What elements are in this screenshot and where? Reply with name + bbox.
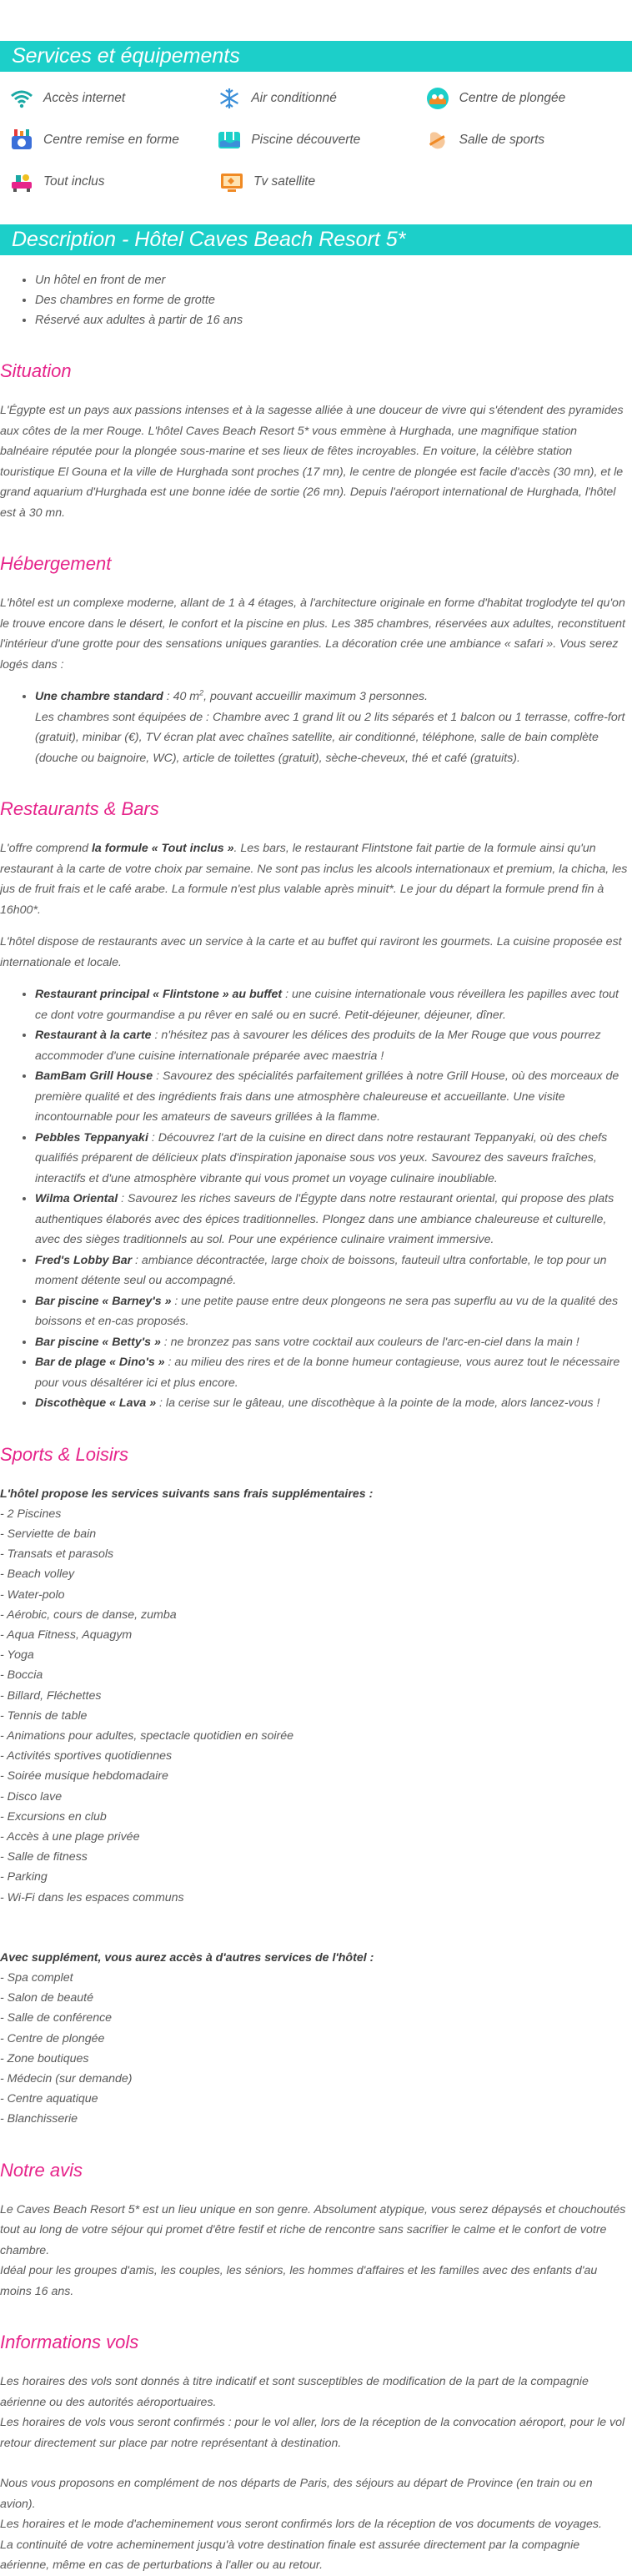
vols-section	[0, 2332, 632, 2576]
wifi-icon	[8, 85, 35, 112]
list-item: • Pebbles Teppanyaki : Découvrez l'art de la cuisine en direct dans notre restaurant Teppanyaki, où des chefs qualifiés préparent de délicieux plats d'inspiration japonaise sous vos yeux. Savourez des saveurs fraîches, interactifs et d'une atmosphère vibrante qui vous promet un voyage culinaire inoubliable.	[35, 1128, 629, 1190]
hebergement-section	[0, 553, 632, 768]
list-item: • Des chambres en forme de grotte	[35, 290, 632, 310]
service-tv: Tv satellite	[218, 169, 429, 195]
vols-title: Informations vols	[0, 2332, 139, 2353]
avis-section	[0, 2160, 632, 2302]
avis-text-1: Le Caves Beach Resort 5* est un lieu unique en son genre. Absolument atypique, vous serez dépaysés et chouchoutés tout au long de votre séjour qui promet d'être festif et riche de rencontre sans sacrifier le calme et le confort de votre chambre.	[0, 2202, 626, 2257]
list-item: - Beach volley	[0, 1567, 75, 1582]
restaurants-intro2: L'hôtel dispose de restaurants avec un service à la carte et au buffet qui raviront les gourmets. La cuisine proposée est internationale et locale.	[0, 935, 622, 969]
service-diving: Centre de plongée	[424, 85, 632, 112]
list-item: - Animations pour adultes, spectacle quotidien en soirée	[0, 1728, 294, 1743]
vols-p3: Nous vous proposons en complément de nos départs de Paris, des séjours au départ de Province (en train ou en avion).	[0, 2477, 593, 2511]
list-item: - Disco lave	[0, 1789, 63, 1804]
list-item: - Water-polo	[0, 1587, 65, 1602]
list-item: • Wilma Oriental : Savourez les riches saveurs de l'Égypte dans notre restaurant oriental, qui propose des plats authentiques élaborés avec des épices traditionnelles. Plongez dans une ambiance chaleureuse et culturelle, avec des sièges traditionnels au sol. Pour une expérience culinaire vraiment immersive.	[35, 1189, 629, 1250]
page	[0, 41, 632, 2573]
service-fitness: Centre remise en forme	[8, 127, 216, 153]
list-item: - Blanchisserie	[0, 2112, 78, 2126]
list-item: - Parking	[0, 1870, 48, 1884]
list-item: - Soirée musique hebdomadaire	[0, 1769, 168, 1784]
list-item: - Tennis de table	[0, 1708, 88, 1723]
avis-text-2: Idéal pour les groupes d'amis, les couples, les séniors, les hommes d'affaires et les familles avec des enfants d'au moins 16 ans.	[0, 2264, 598, 2298]
situation-text: L'Égypte est un pays aux passions intenses et à la sagesse alliée à une douceur de vivre qui s'étendent des pyramides aux côtes de la mer Rouge. L'hôtel Caves Beach Resort 5* vous emmène à Hurghada, une magnifique station balnéaire réputée pour la plongée sous-marine et ses lieux de fêtes incroyables. En voiture, la célèbre station touristique El Gouna et la ville de Hurghada sont proches (17 mn), le centre de plongée est facile d'accès (30 mn), et le grand aquarium d'Hurghada est une bonne idée de sortie (26 mn). Depuis l'aéroport international de Hurghada, l'hôtel est à 30 mn.	[0, 404, 624, 520]
vols-p5: La continuité de votre acheminement jusqu'à votre destination finale est assurée directement par la compagnie aérienne, même en cas de perturbations à l'aller ou au retour.	[0, 2538, 580, 2573]
list-item: • Un hôtel en front de mer	[35, 270, 632, 290]
pool-icon	[216, 127, 243, 153]
room-label: Une chambre standard	[35, 690, 163, 703]
all-inclusive-icon	[8, 169, 35, 195]
list-item: • BamBam Grill House : Savourez des spécialités parfaitement grillées à notre Grill House, où des morceaux de première qualité et des ingrédients frais dans une atmosphère chaleureuse et accueillante. Une visite incontournable pour les amateurs de saveurs grillées à la flamme.	[35, 1066, 629, 1128]
dumbbell-icon	[424, 127, 451, 153]
list-item: • Bar piscine « Betty's » : ne bronzez pas sans votre cocktail aux couleurs de l'arc-en-ciel dans la main !	[35, 1332, 629, 1353]
scale-icon	[8, 127, 35, 153]
situation-section	[0, 360, 632, 523]
situation-title: Situation	[0, 360, 72, 381]
snowflake-icon	[216, 85, 243, 112]
sports-free-list: L'hôtel propose les services suivants sans frais supplémentaires : - 2 Piscines - Serviette de bain - Transats et parasols - Beach volley - Water-polo - Aérobic, cours de danse, zumba - Aqua Fitness, Aquagym - Yoga - Boccia - Billard, Fléchettes - Tennis de table - Animations pour adultes, spectacle quotidien en soirée - Activités sportives quotidiennes - Soirée musique hebdomadaire - Disco lave - Excursions en club - Accès à une plage privée - Salle de fitness - Parking - Wi-Fi dans les espaces communs	[0, 1484, 629, 1908]
list-item: - Aérobic, cours de danse, zumba	[0, 1607, 177, 1622]
diving-icon	[424, 85, 451, 112]
list-item: • Restaurant principal « Flintstone » au buffet : une cuisine internationale vous réveillera les papilles avec tout ce dont votre gourmandise a pu rêver en salé ou en sucré. Petit-déjeuner, déjeuner, dîner.	[35, 984, 629, 1025]
hebergement-title: Hébergement	[0, 553, 112, 574]
list-item: - Zone boutiques	[0, 2051, 89, 2065]
list-item: - Serviette de bain	[0, 1527, 97, 1541]
hebergement-text: L'hôtel est un complexe moderne, allant de 1 à 4 étages, à l'architecture originale en forme d'habitat troglodyte tel qu'on le trouve encore dans le désert, le confort et la piscine en plus. Les 385 chambres, réservées aux adultes, reconstituent l'intérieur d'une grotte pour des sensations uniques garanties. La décoration crée une ambiance « safari ». Vous serez logés dans :	[0, 596, 625, 672]
restaurants-title: Restaurants & Bars	[0, 798, 159, 819]
room-list	[35, 687, 629, 768]
room-equipment: Les chambres sont équipées de : Chambre avec 1 grand lit ou 2 lits séparés et 1 balcon ou 1 terrasse, coffre-fort (gratuit), minibar (€), TV écran plat avec chaînes satellite, air conditionné, téléphone, salle de bain complète (douche ou baignoire, WC), article de toilettes (gratuit), sèche-cheveux, thé et café (gratuits).	[35, 710, 625, 765]
list-item: • Une chambre standard : 40 $m^2$, pouvant accueillir maximum 3 personnes. Les chambres sont équipées de : Chambre avec 1 grand lit ou 2 lits séparés et 1 balcon ou 1 terrasse, coffre-fort (gratuit), minibar (€), TV écran plat avec chaînes satellite, air conditionné, téléphone, salle de bain complète (douche ou baignoire, WC), article de toilettes (gratuit), sèche-cheveux, thé et café (gratuits).	[35, 687, 629, 768]
description-title: Description - Hôtel Caves Beach Resort 5*	[0, 224, 632, 255]
list-item: - Salle de fitness	[0, 1850, 88, 1864]
list-item: • Bar de plage « Dino's » : au milieu des rires et de la bonne humeur contagieuse, vous aurez tout le nécessaire pour vous désaltérer ici et plus encore.	[35, 1352, 629, 1393]
services-grid	[0, 78, 632, 203]
list-item: - Accès à une plage privée	[0, 1829, 140, 1844]
description-bullets	[35, 270, 632, 330]
list-item: - Centre de plongée	[0, 2031, 105, 2045]
list-item: - Aqua Fitness, Aquagym	[0, 1628, 133, 1642]
list-item: - Boccia	[0, 1668, 43, 1683]
list-item: - Yoga	[0, 1648, 34, 1663]
service-gym: Salle de sports	[424, 127, 632, 153]
restaurants-intro: L'offre comprend la formule « Tout inclus ». Les bars, le restaurant Flintstone fait partie de la formule ainsi qu'un restaurant à la carte de votre choix par semaine. Ne sont pas inclus les alcools internationaux et premium, la chicha, les jus de fruit frais et le café arabe. La formule n'est plus valable après minuit*. Le jour du départ la formule prend fin à 16h00*.	[0, 842, 628, 917]
sports-paid-list: Avec supplément, vous aurez accès à d'autres services de l'hôtel : - Spa complet - Salon de beauté - Salle de conférence - Centre de plongée - Zone boutiques - Médecin (sur demande) - Centre aquatique - Blanchisserie	[0, 1948, 629, 2130]
service-ac: Air conditionné	[216, 85, 424, 112]
list-item: - Wi-Fi dans les espaces communs	[0, 1890, 184, 1904]
sports-section	[0, 1444, 632, 2130]
list-item: • Restaurant à la carte : n'hésitez pas à savourer les délices des produits de la Mer Rouge que vous pourrez accommoder d'une cuisine internationale préparée avec maestria !	[35, 1025, 629, 1066]
list-item: - Salon de beauté	[0, 1991, 94, 2005]
list-item: - Billard, Fléchettes	[0, 1688, 102, 1703]
restaurants-section	[0, 798, 632, 1414]
list-item: - Transats et parasols	[0, 1547, 114, 1562]
avis-title: Notre avis	[0, 2159, 83, 2181]
sports-title: Sports & Loisirs	[0, 1443, 129, 1465]
list-item: - Excursions en club	[0, 1809, 107, 1824]
tv-icon	[218, 169, 245, 195]
list-item: - Médecin (sur demande)	[0, 2071, 133, 2085]
list-item: • Discothèque « Lava » : la cerise sur le gâteau, une discothèque à la pointe de la mode, alors lancez-vous !	[35, 1393, 629, 1414]
vols-p2: Les horaires de vols vous seront confirmés : pour le vol aller, lors de la réception de la convocation aéroport, pour le vol retour directement sur place par notre représentant à destination.	[0, 2416, 625, 2450]
vols-p1: Les horaires des vols sont donnés à titre indicatif et sont susceptibles de modification de la part de la compagnie aérienne ou des autorités aéroportuaires.	[0, 2375, 589, 2409]
list-item: • Réservé aux adultes à partir de 16 ans	[35, 310, 632, 330]
list-item: - Spa complet	[0, 1970, 73, 1985]
list-item: - Activités sportives quotidiennes	[0, 1749, 173, 1763]
restaurant-list	[35, 984, 629, 1414]
services-title: Services et équipements	[0, 41, 632, 72]
service-all-inclusive: Tout inclus	[8, 169, 218, 195]
list-item: - Centre aquatique	[0, 2092, 98, 2106]
list-item: - Salle de conférence	[0, 2011, 113, 2025]
vols-p4: Les horaires et le mode d'acheminement vous seront confirmés lors de la réception de vos documents de voyages.	[0, 2518, 602, 2532]
list-item: • Fred's Lobby Bar : ambiance décontractée, large choix de boissons, fauteuil ultra confortable, le top pour un moment détente seul ou accompagné.	[35, 1250, 629, 1291]
list-item: - 2 Piscines	[0, 1507, 62, 1521]
service-internet: Accès internet	[8, 85, 216, 112]
list-item: • Bar piscine « Barney's » : une petite pause entre deux plongeons ne sera pas superflu au vu de la qualité des boissons et en-cas proposés.	[35, 1291, 629, 1332]
service-pool: Piscine découverte	[216, 127, 424, 153]
